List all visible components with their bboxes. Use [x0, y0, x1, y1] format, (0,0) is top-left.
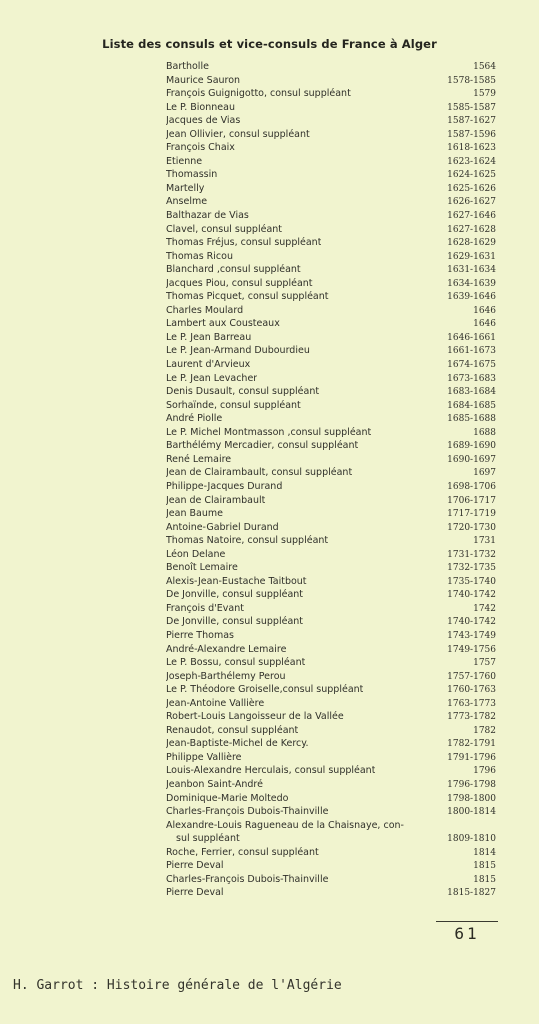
consul-name: Jean Baume — [166, 508, 223, 520]
consul-name: Charles-François Dubois-Thainville — [166, 873, 329, 885]
consul-entry — [166, 792, 496, 806]
consul-entry — [166, 683, 496, 697]
consul-years: 1623-1624 — [447, 156, 496, 167]
consul-years: 1740-1742 — [447, 617, 496, 628]
consul-entry — [166, 182, 496, 196]
consul-entry — [166, 223, 496, 237]
consul-years: 1661-1673 — [447, 346, 496, 357]
consul-years: 1815 — [473, 874, 496, 885]
consul-entry — [166, 724, 496, 738]
consul-name: Thomassin — [166, 169, 218, 181]
consul-entry — [166, 480, 496, 494]
consul-name: Louis-Alexandre Herculais, consul suppléant — [166, 765, 376, 777]
consul-years: 1627-1646 — [447, 211, 496, 222]
consul-name: Etienne — [166, 155, 203, 167]
consul-years: 1782-1791 — [447, 739, 496, 750]
consul-years: 1706-1717 — [447, 495, 496, 506]
consul-name: De Jonville, consul suppléant — [166, 589, 304, 601]
consul-name: Jean Ollivier, consul suppléant — [166, 128, 310, 140]
consul-entry — [166, 846, 496, 860]
consul-entry — [166, 250, 496, 264]
consul-name: Lambert aux Cousteaux — [166, 318, 280, 330]
consul-entry — [166, 494, 496, 508]
consul-years: 1689-1690 — [447, 441, 496, 452]
consul-years: 1585-1587 — [447, 102, 496, 113]
consul-name: Jean de Clairambault — [166, 494, 266, 506]
consul-years: 1763-1773 — [447, 698, 496, 709]
consul-years: 1717-1719 — [447, 509, 496, 520]
consul-years: 1587-1596 — [447, 129, 496, 140]
consul-name: Maurice Sauron — [166, 74, 241, 86]
consul-name: Philippe Vallière — [166, 751, 242, 763]
consul-name: Thomas Picquet, consul suppléant — [166, 291, 329, 303]
consul-name: André-Alexandre Lemaire — [166, 643, 287, 655]
consul-years: 1685-1688 — [447, 414, 496, 425]
consul-name: Le P. Michel Montmasson ,consul suppléant — [166, 426, 372, 438]
consul-years: 1626-1627 — [447, 197, 496, 208]
consul-years: 1742 — [473, 603, 496, 614]
consul-years: 1760-1763 — [447, 685, 496, 696]
consul-years: 1731-1732 — [447, 549, 496, 560]
consul-entry — [166, 859, 496, 873]
consul-years: 1796 — [473, 766, 496, 777]
consul-name: Jean-Antoine Vallière — [166, 697, 265, 709]
consul-entry — [166, 344, 496, 358]
consul-entry — [166, 751, 496, 765]
consul-entry — [166, 697, 496, 711]
consul-name: Dominique-Marie Moltedo — [166, 792, 289, 804]
consul-entry — [166, 575, 496, 589]
consul-entry — [166, 805, 496, 819]
consul-entry — [166, 561, 496, 575]
consul-years: 1815-1827 — [447, 888, 496, 899]
consul-name: Martelly — [166, 182, 205, 194]
consul-name: Le P. Jean Levacher — [166, 372, 258, 384]
page-number-rule — [436, 921, 498, 922]
consul-entry — [166, 74, 496, 88]
consul-entry — [166, 886, 496, 900]
consul-entry — [166, 358, 496, 372]
consul-years: 1618-1623 — [447, 143, 496, 154]
consul-name: Jeanbon Saint-André — [166, 778, 263, 790]
consul-name: Anselme — [166, 196, 208, 208]
consul-years: 1578-1585 — [447, 75, 496, 86]
consul-years: 1587-1627 — [447, 116, 496, 127]
consul-years: 1814 — [473, 847, 496, 858]
consul-name: François Guignigotto, consul suppléant — [166, 88, 351, 100]
consul-name: Balthazar de Vias — [166, 210, 249, 222]
consul-years: 1631-1634 — [447, 265, 496, 276]
consul-name: Joseph-Barthélemy Perou — [166, 670, 286, 682]
consul-entry — [166, 128, 496, 142]
consul-years: 1740-1742 — [447, 590, 496, 601]
consul-name: Charles-François Dubois-Thainville — [166, 806, 329, 818]
consul-name: René Lemaire — [166, 453, 232, 465]
consul-name: Laurent d'Arvieux — [166, 359, 251, 371]
consul-years: 1732-1735 — [447, 563, 496, 574]
consul-entry — [166, 263, 496, 277]
consul-years: 1791-1796 — [447, 752, 496, 763]
consul-name: Philippe-Jacques Durand — [166, 480, 283, 492]
consul-name: Bartholle — [166, 61, 209, 72]
consul-entry — [166, 643, 496, 657]
consul-years: 1757-1760 — [447, 671, 496, 682]
consul-entry — [166, 764, 496, 778]
consul-years: 1731 — [473, 536, 496, 547]
consul-name: Le P. Bionneau — [166, 101, 235, 113]
consul-entry — [166, 507, 496, 521]
consul-name: De Jonville, consul suppléant — [166, 616, 304, 628]
consul-name: Pierre Thomas — [166, 629, 234, 641]
consul-name: Alexis-Jean-Eustache Taitbout — [166, 575, 307, 587]
consul-entry — [166, 778, 496, 792]
source-citation: H. Garrot : Histoire générale de l'Algérie — [13, 978, 342, 993]
consul-name: Denis Dusault, consul suppléant — [166, 386, 320, 398]
consul-entry — [166, 439, 496, 453]
consul-name: Pierre Deval — [166, 887, 224, 899]
consul-entry — [166, 277, 496, 291]
consul-name: Jean de Clairambault, consul suppléant — [166, 467, 353, 479]
consul-years: 1809-1810 — [447, 834, 496, 845]
consul-entry — [166, 548, 496, 562]
consul-entry — [166, 60, 496, 74]
consul-name: Le P. Jean Barreau — [166, 331, 252, 343]
consul-entry — [166, 588, 496, 602]
consul-entry — [166, 195, 496, 209]
consul-entry — [166, 317, 496, 331]
consul-entry — [166, 832, 496, 846]
consul-entry — [166, 304, 496, 318]
consul-years: 1629-1631 — [447, 251, 496, 262]
consul-name: sul suppléant — [176, 833, 240, 845]
consul-name: Robert-Louis Langoisseur de la Vallée — [166, 711, 344, 723]
consul-entry — [166, 710, 496, 724]
consul-years: 1624-1625 — [447, 170, 496, 181]
consul-years: 1646 — [473, 319, 496, 330]
consul-name: Pierre Deval — [166, 860, 224, 872]
consul-years: 1749-1756 — [447, 644, 496, 655]
consul-years: 1773-1782 — [447, 712, 496, 723]
consul-name: Thomas Ricou — [166, 250, 233, 262]
consul-entry — [166, 737, 496, 751]
consul-entry — [166, 114, 496, 128]
consul-entry — [166, 521, 496, 535]
consul-years: 1757 — [473, 658, 496, 669]
consul-years: 1798-1800 — [447, 793, 496, 804]
consul-years: 1800-1814 — [447, 807, 496, 818]
consul-years: 1579 — [473, 89, 496, 100]
consul-years: 1735-1740 — [447, 576, 496, 587]
consul-name: Le P. Théodore Groiselle,consul suppléant — [166, 684, 364, 696]
consul-name: Barthélémy Mercadier, consul suppléant — [166, 440, 359, 452]
consul-name: Clavel, consul suppléant — [166, 223, 283, 235]
consul-name: Roche, Ferrier, consul suppléant — [166, 846, 319, 858]
consul-entry — [166, 453, 496, 467]
consul-years: 1698-1706 — [447, 481, 496, 492]
consul-years: 1625-1626 — [447, 183, 496, 194]
consul-years: 1674-1675 — [447, 360, 496, 371]
consul-entry — [166, 399, 496, 413]
consul-name: Charles Moulard — [166, 304, 244, 316]
consul-entry — [166, 290, 496, 304]
consul-years: 1782 — [473, 725, 496, 736]
consul-years: 1697 — [473, 468, 496, 479]
consul-name: Thomas Fréjus, consul suppléant — [166, 237, 322, 249]
consul-years: 1634-1639 — [447, 278, 496, 289]
consul-entry — [166, 656, 496, 670]
consul-name: Alexandre-Louis Ragueneau de la Chaisnaye, con- — [166, 819, 404, 831]
consul-name: André Piolle — [166, 413, 223, 425]
consul-years: 1628-1629 — [447, 238, 496, 249]
consul-entry — [166, 426, 496, 440]
consul-entry — [166, 155, 496, 169]
consul-entry — [166, 87, 496, 101]
consul-entry — [166, 101, 496, 115]
consul-years: 1720-1730 — [447, 522, 496, 533]
consul-entry — [166, 141, 496, 155]
consul-name: Jean-Baptiste-Michel de Kercy. — [166, 738, 309, 750]
consul-years: 1683-1684 — [447, 387, 496, 398]
consul-years: 1673-1683 — [447, 373, 496, 384]
consul-years: 1796-1798 — [447, 779, 496, 790]
consul-name: Antoine-Gabriel Durand — [166, 521, 279, 533]
consul-years: 1688 — [473, 427, 496, 438]
consul-years: 1815 — [473, 861, 496, 872]
consul-years: 1646 — [473, 305, 496, 316]
consul-entry — [166, 534, 496, 548]
consul-entry — [166, 168, 496, 182]
consul-name: Le P. Jean-Armand Dubourdieu — [166, 345, 310, 357]
consul-name: Blanchard ,consul suppléant — [166, 264, 301, 276]
consul-years: 1646-1661 — [447, 332, 496, 343]
consul-name: Renaudot, consul suppléant — [166, 724, 299, 736]
consul-entry — [166, 873, 496, 887]
consul-entry — [166, 602, 496, 616]
consul-years: 1564 — [473, 62, 496, 72]
consul-years: 1743-1749 — [447, 630, 496, 641]
consul-entry — [166, 331, 496, 345]
consul-name: François Chaix — [166, 142, 235, 154]
consul-entry — [166, 412, 496, 426]
consul-name: Jacques Piou, consul suppléant — [166, 277, 313, 289]
consul-list — [166, 60, 496, 900]
consul-entry — [166, 372, 496, 386]
consul-entry — [166, 385, 496, 399]
consul-entry — [166, 819, 496, 833]
consul-entry — [166, 209, 496, 223]
consul-years: 1639-1646 — [447, 292, 496, 303]
consul-name: Jacques de Vias — [166, 115, 241, 127]
consul-name: Le P. Bossu, consul suppléant — [166, 657, 306, 669]
consul-name: Léon Delane — [166, 548, 226, 560]
consul-entry — [166, 236, 496, 250]
consul-years: 1684-1685 — [447, 400, 496, 411]
consul-name: Benoît Lemaire — [166, 562, 238, 574]
consul-years: 1690-1697 — [447, 454, 496, 465]
page-number: 61 — [454, 924, 480, 943]
consul-entry — [166, 670, 496, 684]
consul-entry — [166, 615, 496, 629]
consul-entry — [166, 629, 496, 643]
document-title: Liste des consuls et vice-consuls de France à Alger — [102, 37, 437, 51]
consul-entry — [166, 466, 496, 480]
consul-name: Thomas Natoire, consul suppléant — [166, 535, 329, 547]
consul-name: François d'Evant — [166, 602, 244, 614]
consul-name: Sorhaïnde, consul suppléant — [166, 399, 301, 411]
consul-years: 1627-1628 — [447, 224, 496, 235]
